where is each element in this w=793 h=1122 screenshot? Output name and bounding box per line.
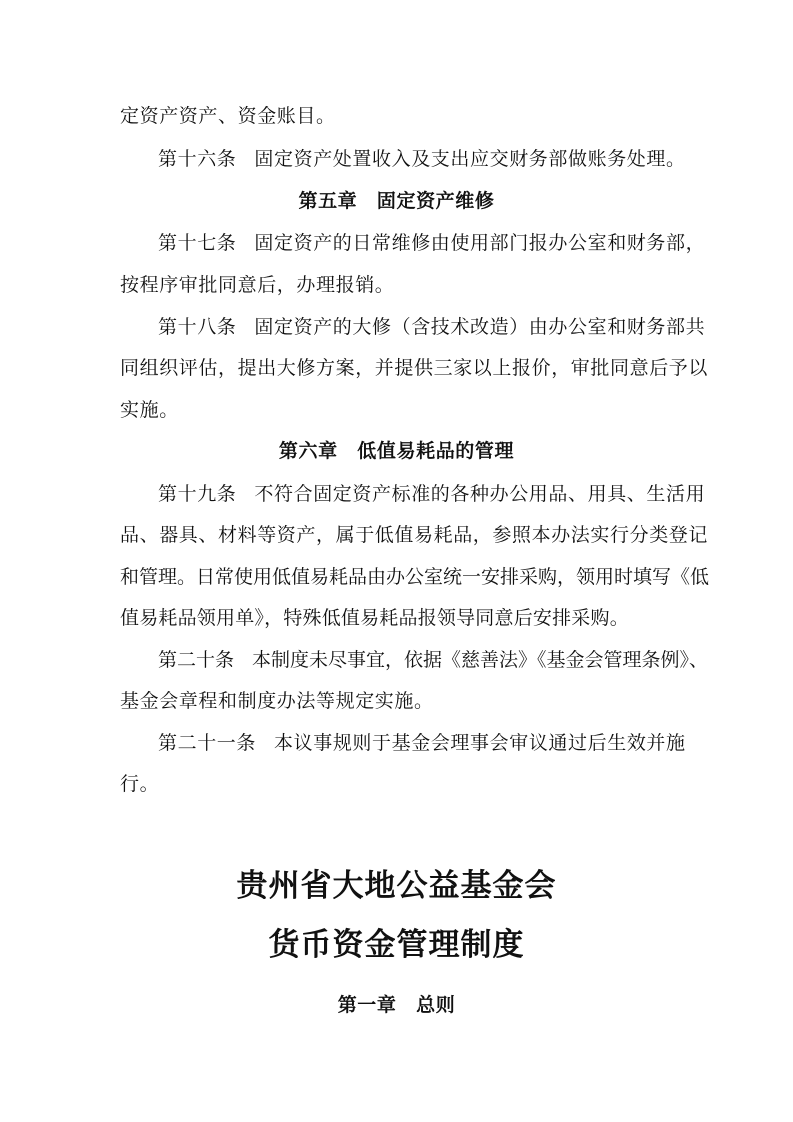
- article-text: 固定资产处置收入及支出应交财务部做账务处理。: [254, 148, 686, 170]
- article-number: 第十九条: [158, 483, 237, 505]
- article-number: 第二十条: [158, 649, 235, 671]
- paragraph-line: 同组织评估，提出大修方案，并提供三家以上报价，审批同意后予以: [120, 357, 709, 379]
- article-21: [158, 730, 686, 756]
- article-18: [158, 314, 706, 340]
- paragraph-line: 值易耗品领用单》，特殊低值易耗品报领导同意后安排采购。: [120, 607, 629, 629]
- article-text: 本议事规则于基金会理事会审议通过后生效并施: [274, 732, 686, 754]
- paragraph-line: 品、器具、材料等资产，属于低值易耗品，参照本办法实行分类登记: [120, 524, 709, 546]
- article-text: 不符合固定资产标准的各种办公用品、用具、生活用: [254, 483, 706, 505]
- article-17: [158, 230, 706, 256]
- article-20: [158, 647, 709, 673]
- chapter-heading-5: 第五章 固定资产维修: [298, 190, 495, 212]
- organization-title: 贵州省大地公益基金会: [236, 868, 557, 904]
- paragraph-line: 和管理。日常使用低值易耗品由办公室统一安排采购，领用时填写《低: [120, 566, 710, 588]
- document-title: 货币资金管理制度: [268, 927, 525, 963]
- article-text: 本制度未尽事宜，依据《慈善法》《基金会管理条例》、: [252, 649, 709, 671]
- paragraph-line: 实施。: [120, 399, 179, 421]
- article-number: 第十六条: [158, 148, 237, 170]
- article-16: [158, 146, 686, 172]
- article-text: 固定资产的日常维修由使用部门报办公室和财务部，: [254, 232, 706, 254]
- paragraph-line: 按程序审批同意后，办理报销。: [120, 274, 395, 296]
- article-19: [158, 481, 706, 507]
- paragraph-line: 基金会章程和制度办法等规定实施。: [120, 690, 434, 712]
- chapter-heading-1: 第一章 总则: [337, 994, 456, 1016]
- paragraph-line: 定资产资产、资金账目。: [120, 105, 336, 127]
- chapter-heading-6: 第六章 低值易耗品的管理: [278, 440, 515, 462]
- paragraph-line: 行。: [120, 773, 160, 795]
- article-number: 第十七条: [158, 232, 237, 254]
- article-number: 第十八条: [158, 316, 237, 338]
- article-number: 第二十一条: [158, 732, 257, 754]
- article-text: 固定资产的大修（含技术改造）由办公室和财务部共: [254, 316, 706, 338]
